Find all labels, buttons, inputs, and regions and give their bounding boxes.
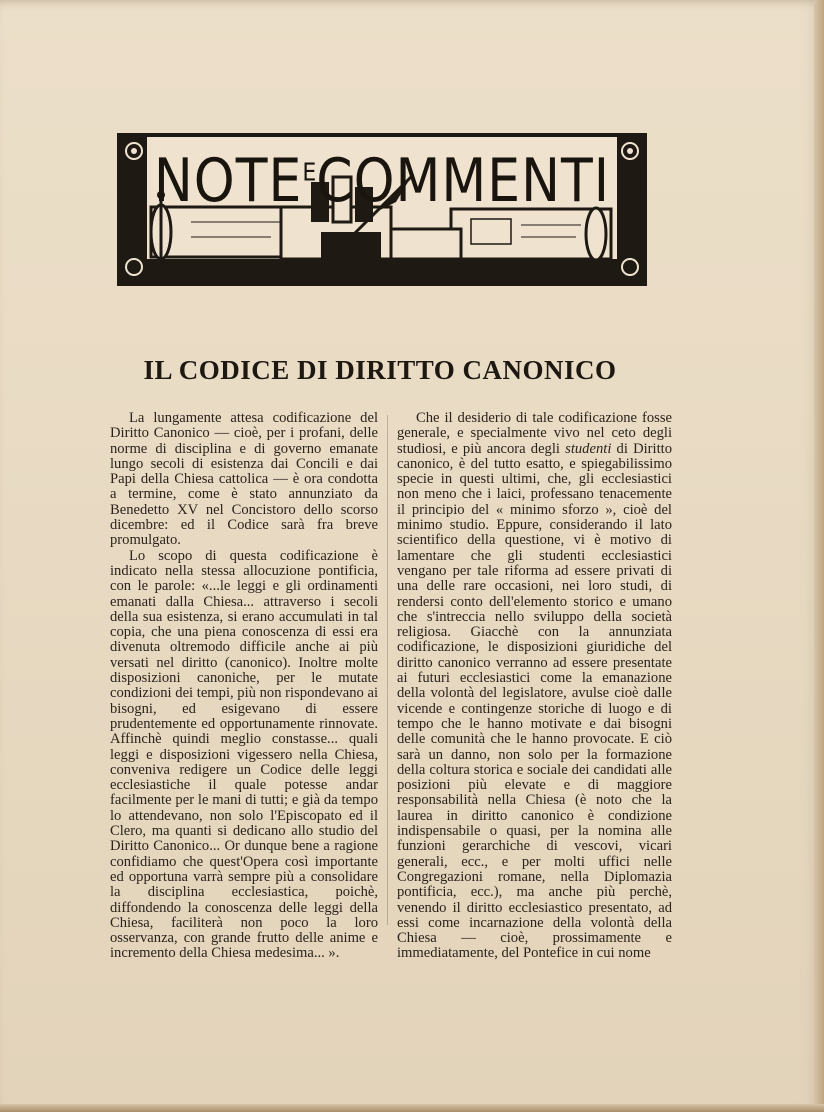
emphasis-text: studenti	[565, 440, 612, 457]
column-divider	[387, 415, 388, 925]
banner-title-commenti: COMMENTI	[316, 147, 611, 217]
page-edge-right	[814, 0, 824, 1112]
paragraph: La lungamente attesa codificazione del Diritto Canonico — cioè, per i profani, delle norme di disciplina e di governo emanate lungo secoli di esistenza dai Concili e dai Papi della Chiesa cattolica — è ora condotta a termine, come è stato annunziato da Benedetto XV nel Concistoro dello scorso dicembre: ed il Codice sarà fra breve promulgato.	[110, 410, 378, 549]
paragraph-text: Che il desiderio di tale codificazione fosse generale, e specialmente vivo nel ceto degli studiosi, e più ancora degli	[397, 410, 672, 457]
text-column-right	[397, 411, 672, 962]
page-edge-bottom	[0, 1104, 824, 1112]
banner-title	[121, 139, 643, 216]
paragraph: Lo scopo di questa codificazione è indicato nella stessa allocuzione pontificia, con le parole: «...le leggi e gli ordinamenti emanati dalla Chiesa... attraverso i secoli della sua esistenza, si erano accumulati in tal copia, che una piena conoscenza di essi era divenuta oltremodo difficile anche ai più versati nel diritto (canonico). Inoltre molte disposizioni canoniche, per le mutate condizioni dei tempi, più non rispondevano ai bisogni, ed esigevano di essere prudentemente ed opportunamente rinnovate. Affinchè quindi meglio constasse... quali leggi e disposizioni vigessero nella Chiesa, conveniva redigere un Codice delle leggi ecclesiastiche il quale potesse andar facilmente per le mani di tutti; e già da tempo lo attendevano, non solo l'Episcopato ed il Clero, ma quanti si dedicano allo studio del Diritto Canonico... Or dunque bene a ragione confidiamo che quest'Opera così importante ed opportuna varrà sempre più a consolidare la disciplina ecclesiastica, poichè, diffondendo la conoscenza delle leggi della Chiesa, faciliterà non poco la loro osservanza, con grande frutto delle anime e incremento della Chiesa medesima... ».	[110, 547, 378, 962]
paragraph	[397, 411, 672, 962]
text-column-left	[110, 411, 378, 962]
article-title: IL CODICE DI DIRITTO CANONICO	[143, 355, 617, 385]
paragraph-text: di Diritto canonico, è del tutto esatto, e spiegabilissimo specie in questi ultimi, che, gli ecclesiastici non meno che i laici, professano tenacemente il principio del « minimo sforzo », cioè del minimo studio. Eppure, considerando il lato scientifico della questione, vi è motivo di lamentare che gli studenti ecclesiastici vengano per tale riforma ad essere privati di una delle rare occasioni, nei loro studi, di rendersi conto dell'elemento storico e umano che s'intreccia nello sviluppo della società religiosa. Giacchè con la annunziata codificazione, le disposizioni giuridiche del diritto canonico verranno ad essere presentate ai futuri ecclesiastici come la emanazione della volontà del legislatore, avulse cioè dalle vicende e contingenze storiche di luogo e di tempo che le hanno motivate e dai bisogni delle comunità che le hanno provocate. E ciò sarà un danno, non solo per la formazione della coltura storica e sociale dei candidati alle posizioni più elevate e di maggiore responsabilità nella Chiesa (è noto che la laurea in diritto canonico è condizione indispensabile o quasi, per la nomina alle funzioni gerarchiche di vescovi, vicari generali, ecc., e per molti uffici nelle Congregazioni romane, nella Diplomazia pontificia, ecc.), ma anche più perchè, venendo il diritto ecclesiastico presentato, ad essi come incarnazione della volontà della Chiesa — cioè, prossimamente e immediatamente, del Pontefice in cui nome	[397, 440, 672, 962]
header-banner	[117, 133, 647, 286]
banner-title-note: NOTE	[153, 147, 303, 217]
banner-title-conjunction: E	[302, 158, 317, 188]
